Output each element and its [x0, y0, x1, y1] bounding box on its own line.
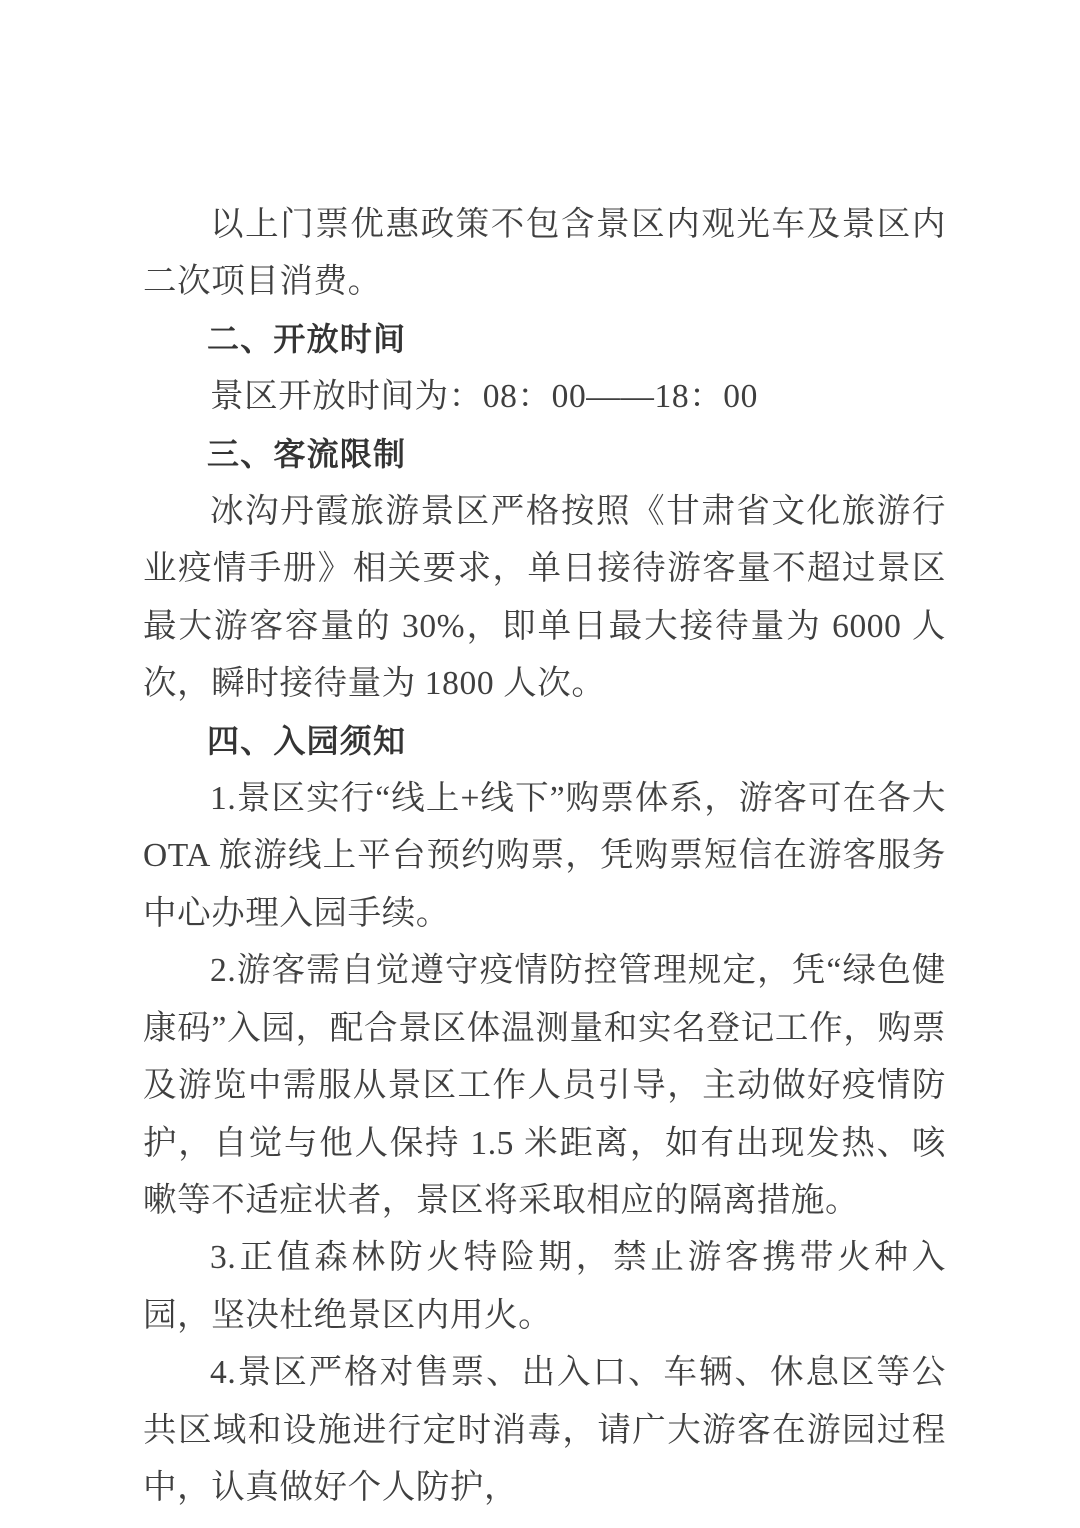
paragraph-opening-hours: 景区开放时间为：08：00——18：00 [210, 378, 758, 416]
heading-opening-hours: 二、开放时间 [207, 320, 407, 357]
paragraph-visitor-flow-limit: 冰沟丹霞旅游景区严格按照《甘肃省文化旅游行业疫情手册》相关要求，单日接待游客量不超过景区最大游客容量的 30%，即单日最大接待量为 6000 人次，瞬时接待量为 1800 人次。 [143, 493, 946, 703]
paragraph-entry-notice-item-3: 3.正值森林防火特险期，禁止游客携带火种入园，坚决杜绝景区内用火。 [143, 1239, 946, 1334]
heading-visitor-flow-limit: 三、客流限制 [207, 435, 407, 472]
document-body [143, 196, 946, 1516]
paragraph-ticket-policy-scope: 以上门票优惠政策不包含景区内观光车及景区内二次项目消费。 [143, 206, 946, 301]
paragraph-entry-notice-item-4: 4.景区严格对售票、出入口、车辆、休息区等公共区域和设施进行定时消毒，请广大游客在游园过程中，认真做好个人防护， [143, 1354, 946, 1506]
paragraph-entry-notice-item-1: 1.景区实行“线上+线下”购票体系，游客可在各大 OTA 旅游线上平台预约购票，凭购票短信在游客服务中心办理入园手续。 [143, 780, 946, 932]
paragraph-entry-notice-item-2: 2.游客需自觉遵守疫情防控管理规定，凭“绿色健康码”入园，配合景区体温测量和实名登记工作，购票及游览中需服从景区工作人员引导，主动做好疫情防护，自觉与他人保持 1.5 米距离，如有出现发热、咳嗽等不适症状者，景区将采取相应的隔离措施。 [143, 952, 946, 1219]
heading-entry-notice: 四、入园须知 [207, 722, 407, 759]
